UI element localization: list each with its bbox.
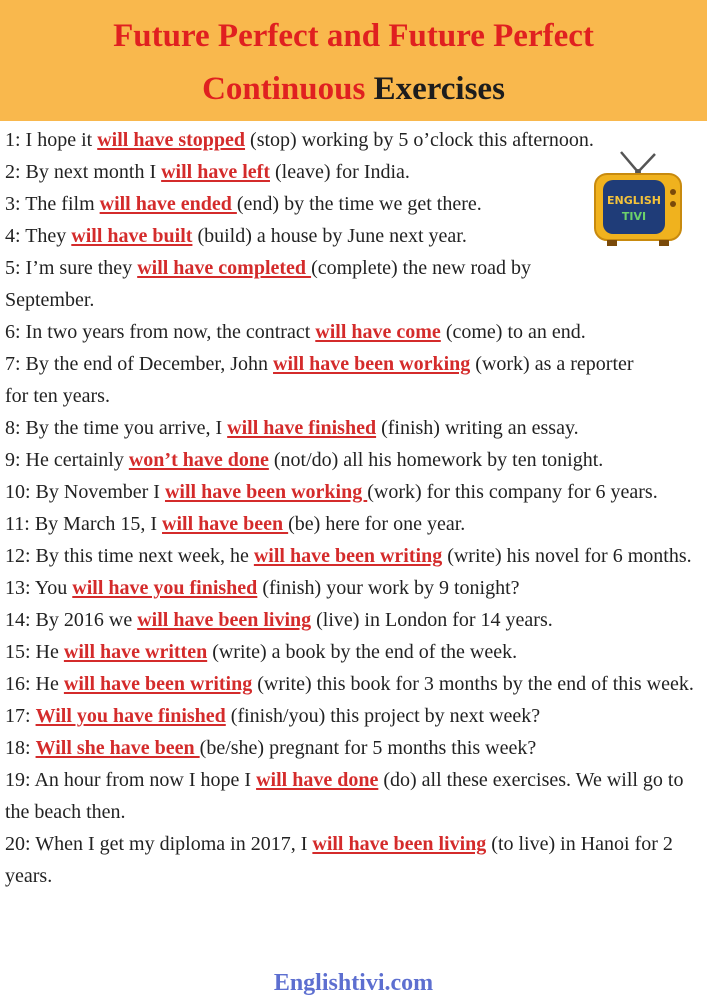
- site-footer: [0, 966, 707, 1000]
- answer-text: will have left: [161, 161, 270, 183]
- tv-leg-right: [659, 240, 669, 246]
- answer-text: will have been living: [137, 609, 312, 631]
- exercise-item: 1: I hope it will have stopped (stop) working by 5 o’clock this afternoon.: [5, 129, 594, 151]
- exercise-item: 10: By November I will have been working (work) for this company for 6 years.: [5, 481, 658, 503]
- exercise-item: 4: They will have built (build) a house by June next year.: [5, 225, 467, 247]
- exercise-item: 16: He will have been writing (write) this book for 3 months by the end of this week.: [5, 673, 694, 695]
- answer-text: will have finished: [227, 417, 377, 439]
- exercise-item: 11: By March 15, I will have been (be) here for one year.: [5, 513, 466, 535]
- answer-text: will have done: [256, 769, 379, 791]
- answer-text: will have completed: [137, 257, 312, 279]
- answer-text: will have been working: [273, 353, 471, 375]
- title-red-part-2: Continuous: [202, 71, 366, 107]
- title-red-part-1: Future Perfect and Future Perfect: [113, 18, 594, 54]
- exercise-item: 19: An hour from now I hope I will have done (do) all these exercises. We will go to the beach then.: [5, 769, 684, 823]
- exercise-item: 2: By next month I will have left (leave) for India.: [5, 161, 410, 183]
- exercise-item: 13: You will have you finished (finish) your work by 9 tonight?: [5, 577, 520, 599]
- exercise-item: 5: I’m sure they will have completed (complete) the new road by September.: [5, 257, 531, 311]
- title-dark-part: Exercises: [373, 71, 505, 107]
- exercise-item: 9: He certainly won’t have done (not/do) all his homework by ten tonight.: [5, 449, 604, 471]
- tv-leg-left: [607, 240, 617, 246]
- tv-logo-text-1: ENGLISH: [607, 194, 661, 207]
- exercise-item: 6: In two years from now, the contract will have come (come) to an end.: [5, 321, 586, 343]
- tv-screen: [603, 180, 665, 234]
- answer-text: will have stopped: [97, 129, 246, 151]
- exercise-item: 8: By the time you arrive, I will have finished (finish) writing an essay.: [5, 417, 579, 439]
- answer-text: will have been living: [312, 833, 487, 855]
- answer-text: won’t have done: [128, 449, 269, 471]
- tv-logo-text-2: TIVI: [621, 210, 647, 223]
- answer-text: will have come: [315, 321, 441, 343]
- exercise-item: 18: Will she have been (be/she) pregnant for 5 months this week?: [5, 737, 537, 759]
- exercise-item: 17: Will you have finished (finish/you) this project by next week?: [5, 705, 541, 727]
- exercise-item: 15: He will have written (write) a book by the end of the week.: [5, 641, 518, 663]
- page-title-line-2: [0, 69, 707, 109]
- exercise-item: 7: By the end of December, John will have been working (work) as a reporter for ten years.: [5, 353, 634, 407]
- exercise-item: 12: By this time next week, he will have been writing (write) his novel for 6 months.: [5, 545, 692, 567]
- page-title-line-1: [0, 16, 707, 56]
- answer-text: will have written: [63, 641, 208, 663]
- answer-text: will have been writing: [253, 545, 443, 567]
- tv-knob-top: [670, 189, 676, 195]
- exercise-item: 20: When I get my diploma in 2017, I will have been living (to live) in Hanoi for 2 years.: [5, 833, 673, 887]
- tv-knob-bottom: [670, 201, 676, 207]
- tv-antenna-left: [621, 152, 638, 172]
- answer-text: will have been: [162, 513, 289, 535]
- header-banner: [0, 0, 707, 121]
- exercise-item: 3: The film will have ended (end) by the time we get there.: [5, 193, 482, 215]
- tv-antenna-right: [638, 154, 655, 172]
- answer-text: will have ended: [99, 193, 237, 215]
- site-name-link[interactable]: Englishtivi.com: [273, 970, 434, 996]
- answer-text: Will she have been: [35, 737, 200, 759]
- tv-logo-icon: [593, 148, 683, 248]
- answer-text: will have been writing: [63, 673, 253, 695]
- answer-text: will have built: [71, 225, 193, 247]
- answer-text: will have you finished: [72, 577, 258, 599]
- exercise-item: 14: By 2016 we will have been living (live) in London for 14 years.: [5, 609, 553, 631]
- answer-text: will have been working: [164, 481, 368, 503]
- answer-text: Will you have finished: [35, 705, 226, 727]
